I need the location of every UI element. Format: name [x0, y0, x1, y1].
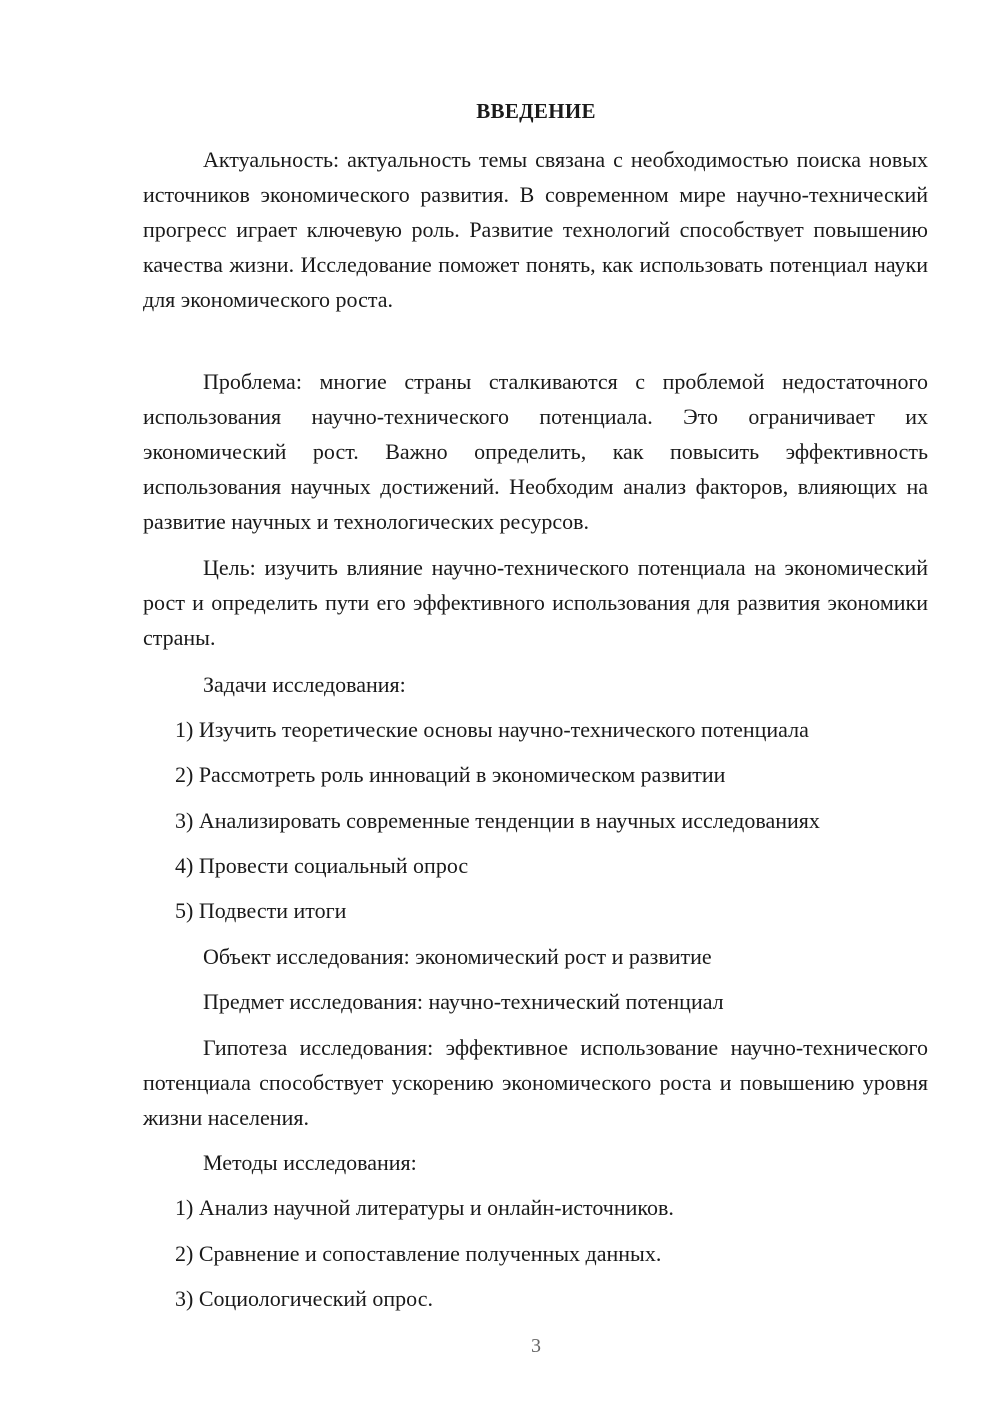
tasks-heading: Задачи исследования: — [203, 672, 406, 697]
methods-heading: Методы исследования: — [203, 1150, 417, 1175]
problem-paragraph: Проблема: многие страны сталкиваются с проблемой недостаточного использования научно-технического потенциала. Это ограничивает их экономический рост. Важно определить, как повысить эффективность использования научных достижений. Необходим анализ факторов, влияющих на развитие научных и технологических ресурсов. — [143, 369, 928, 534]
task-item: 1) Изучить теоретические основы научно-технического потенциала — [175, 717, 809, 742]
problem-paragraph-block — [143, 364, 928, 539]
relevance-paragraph-block — [143, 142, 928, 317]
goal-paragraph-block — [143, 550, 928, 655]
goal-paragraph: Цель: изучить влияние научно-технического потенциала на экономический рост и определить пути его эффективного использования для развития экономики страны. — [143, 555, 928, 650]
page-title: ВВЕДЕНИЕ — [476, 99, 596, 123]
hypothesis-paragraph-block — [143, 1030, 928, 1135]
hypothesis-paragraph: Гипотеза исследования: эффективное использование научно-технического потенциала способствует ускорению экономического роста и повышению уровня жизни населения. — [143, 1035, 928, 1130]
task-item: 2) Рассмотреть роль инноваций в экономическом развитии — [175, 762, 726, 787]
task-item: 5) Подвести итоги — [175, 898, 347, 923]
research-subject: Предмет исследования: научно-технический потенциал — [203, 989, 724, 1014]
task-item: 4) Провести социальный опрос — [175, 853, 469, 878]
method-item: 3) Социологический опрос. — [175, 1286, 433, 1311]
method-item: 1) Анализ научной литературы и онлайн-источников. — [175, 1195, 674, 1220]
task-item: 3) Анализировать современные тенденции в научных исследованиях — [175, 808, 820, 833]
page-number: 3 — [531, 1335, 541, 1357]
research-object: Объект исследования: экономический рост и развитие — [203, 944, 712, 969]
relevance-paragraph: Актуальность: актуальность темы связана с необходимостью поиска новых источников экономического развития. В современном мире научно-технический прогресс играет ключевую роль. Развитие технологий способствует повышению качества жизни. Исследование поможет понять, как использовать потенциал науки для экономического роста. — [143, 147, 928, 312]
method-item: 2) Сравнение и сопоставление полученных данных. — [175, 1241, 662, 1266]
